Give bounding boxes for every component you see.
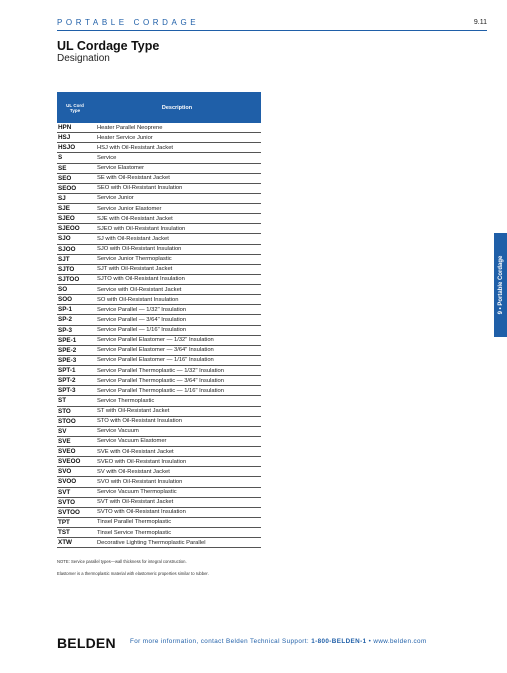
cord-type-code: SP-2 [58,316,72,324]
cord-type-description: Service Parallel — 3/64" Insulation [97,316,187,323]
cord-type-description: Service Junior Elastomer [97,205,162,212]
cord-type-description: Service with Oil-Resistant Jacket [97,286,182,293]
belden-logo: BELDEN [57,635,116,651]
column-header-code: UL Cord Type [66,102,84,113]
cord-type-code: SJ [58,194,66,202]
cord-type-code: S [58,154,63,162]
footer-contact [130,638,427,645]
cord-type-description: Service Parallel Elastomer — 1/16" Insulation [97,357,214,364]
table-row [57,518,261,528]
cord-type-description: Service Parallel — 1/32" Insulation [97,306,187,313]
table-row [57,528,261,538]
table-row [57,508,261,518]
table-row [57,265,261,275]
table-row [57,396,261,406]
header-divider [57,30,487,31]
cord-type-code: SPE-3 [58,356,77,364]
table-row [57,245,261,255]
table-row [57,457,261,467]
cord-type-description: Service Vacuum [97,428,139,435]
cord-type-code: SJEO [58,215,75,223]
cord-type-description: Service Junior Thermoplastic [97,256,172,263]
cord-type-description: SJEO with Oil-Resistant Insulation [97,225,186,232]
cord-type-code: XTW [58,539,72,547]
cord-type-code: ST [58,397,67,405]
cord-type-code: SVE [58,437,71,445]
table-row [57,437,261,447]
cord-type-description: SJ with Oil-Resistant Jacket [97,235,169,242]
footer-website[interactable]: • www.belden.com [366,638,427,645]
cord-type-code: TST [58,529,70,537]
column-header-description: Description [161,104,193,111]
cord-type-code: SJTO [58,265,75,273]
cord-type-code: SOO [58,296,72,304]
support-phone[interactable]: 1-800-BELDEN-1 [311,638,367,645]
cord-type-code: SVTO [58,498,76,506]
section-name: PORTABLE CORDAGE [57,18,200,27]
cord-type-description: SVTO with Oil-Resistant Insulation [97,509,186,516]
section-side-tab[interactable] [494,233,507,337]
cordage-table [57,92,261,548]
table-row [57,417,261,427]
cord-type-description: SJT with Oil-Resistant Jacket [97,266,173,273]
cord-type-code: SJT [58,255,70,263]
table-row [57,204,261,214]
cord-type-description: SVE with Oil-Resistant Jacket [97,448,174,455]
cord-type-code: SVO [58,468,72,476]
page-subtitle: Designation [57,53,110,64]
cord-type-code: SVOO [58,478,77,486]
table-row [57,305,261,315]
cord-type-description: STO with Oil-Resistant Insulation [97,418,182,425]
table-row [57,356,261,366]
cord-type-code: SJO [58,235,71,243]
table-row [57,447,261,457]
cord-type-description: SV with Oil-Resistant Jacket [97,468,170,475]
cord-type-description: Service Parallel Thermoplastic — 1/16" Insulation [97,387,224,394]
cord-type-description: Service Parallel Elastomer — 1/32" Insulation [97,337,214,344]
cord-type-description: Service Parallel — 1/16" Insulation [97,327,187,334]
table-row [57,386,261,396]
table-row [57,234,261,244]
cord-type-description: SJTO with Oil-Resistant Insulation [97,276,185,283]
table-row [57,427,261,437]
cord-type-code: SVTOO [58,508,80,516]
table-body [57,123,261,548]
cord-type-code: SP-3 [58,326,72,334]
table-row [57,407,261,417]
table-row [57,214,261,224]
table-row [57,315,261,325]
table-row [57,174,261,184]
table-row [57,538,261,548]
cord-type-description: Tinsel Parallel Thermoplastic [97,519,172,526]
cord-type-code: SJEOO [58,225,80,233]
cord-type-description: SE with Oil-Resistant Jacket [97,175,170,182]
cord-type-description: Service Vacuum Elastomer [97,438,167,445]
table-row [57,133,261,143]
cord-type-code: HSJO [58,144,76,152]
page-title: UL Cordage Type [57,39,160,53]
table-note: NOTE: Service parallel types—wall thickness for integral construction. [57,559,187,564]
table-row [57,143,261,153]
cord-type-code: TPT [58,518,70,526]
cord-type-code: SEO [58,174,72,182]
cord-type-code: SPT-1 [58,367,76,375]
cord-type-code: SV [58,427,67,435]
cord-type-code: SVEO [58,448,76,456]
cord-type-code: SJTOO [58,275,80,283]
table-note: Elastomer is a thermoplastic material with elastomeric properties similar to rubber. [57,571,209,576]
cord-type-description: Service [97,154,117,161]
cord-type-description: SVT with Oil-Resistant Jacket [97,499,174,506]
cord-type-description: Service Vacuum Thermoplastic [97,489,177,496]
cord-type-code: SE [58,164,67,172]
cord-type-description: Service Parallel Thermoplastic — 1/32" Insulation [97,367,224,374]
cord-type-description: Tinsel Service Thermoplastic [97,529,172,536]
cord-type-description: Service Parallel Thermoplastic — 3/64" Insulation [97,377,224,384]
cord-type-code: SO [58,286,68,294]
cord-type-code: SJOO [58,245,76,253]
cord-type-description: Service Parallel Elastomer — 3/64" Insulation [97,347,214,354]
page-number: 9.11 [473,19,487,26]
cord-type-code: SJE [58,205,70,213]
cord-type-code: SPT-3 [58,387,76,395]
footer-text-prefix: For more information, contact Belden Technical Support: [130,638,312,645]
table-row [57,123,261,133]
table-row [57,153,261,163]
cord-type-code: SP-1 [58,306,72,314]
cord-type-code: SPT-2 [58,377,76,385]
cord-type-code: SVT [58,488,71,496]
table-row [57,488,261,498]
cord-type-code: SVEOO [58,458,81,466]
table-row [57,285,261,295]
cord-type-description: SJO with Oil-Resistant Insulation [97,246,182,253]
table-row [57,477,261,487]
table-row [57,295,261,305]
cord-type-description: SJE with Oil-Resistant Jacket [97,215,173,222]
table-row [57,326,261,336]
cord-type-description: SVEO with Oil-Resistant Insulation [97,458,187,465]
table-row [57,336,261,346]
cord-type-description: Decorative Lighting Thermoplastic Parallel [97,539,206,546]
cord-type-code: SEOO [58,184,77,192]
cord-type-description: SVO with Oil-Resistant Insulation [97,478,183,485]
table-row [57,194,261,204]
table-row [57,498,261,508]
cord-type-description: Heater Service Junior [97,134,153,141]
cord-type-code: SPE-1 [58,336,77,344]
table-row [57,184,261,194]
cord-type-description: Service Elastomer [97,165,145,172]
cord-type-description: ST with Oil-Resistant Jacket [97,408,170,415]
cord-type-code: HPN [58,124,72,132]
table-row [57,366,261,376]
side-tab-label: 9 • Portable Cordage [497,255,504,315]
table-row [57,346,261,356]
cord-type-code: HSJ [58,134,71,142]
table-row [57,224,261,234]
page-header [57,18,487,30]
cord-type-description: SO with Oil-Resistant Insulation [97,296,179,303]
cord-type-description: Heater Parallel Neoprene [97,124,163,131]
table-row [57,255,261,265]
cord-type-code: STOO [58,417,76,425]
cord-type-description: Service Thermoplastic [97,397,155,404]
cord-type-description: Service Junior [97,195,134,202]
table-row [57,164,261,174]
cord-type-description: SEO with Oil-Resistant Insulation [97,185,183,192]
cord-type-description: HSJ with Oil-Resistant Jacket [97,144,174,151]
table-row [57,467,261,477]
cord-type-code: STO [58,407,71,415]
table-header [57,92,261,123]
table-row [57,376,261,386]
cord-type-code: SPE-2 [58,346,77,354]
table-row [57,275,261,285]
